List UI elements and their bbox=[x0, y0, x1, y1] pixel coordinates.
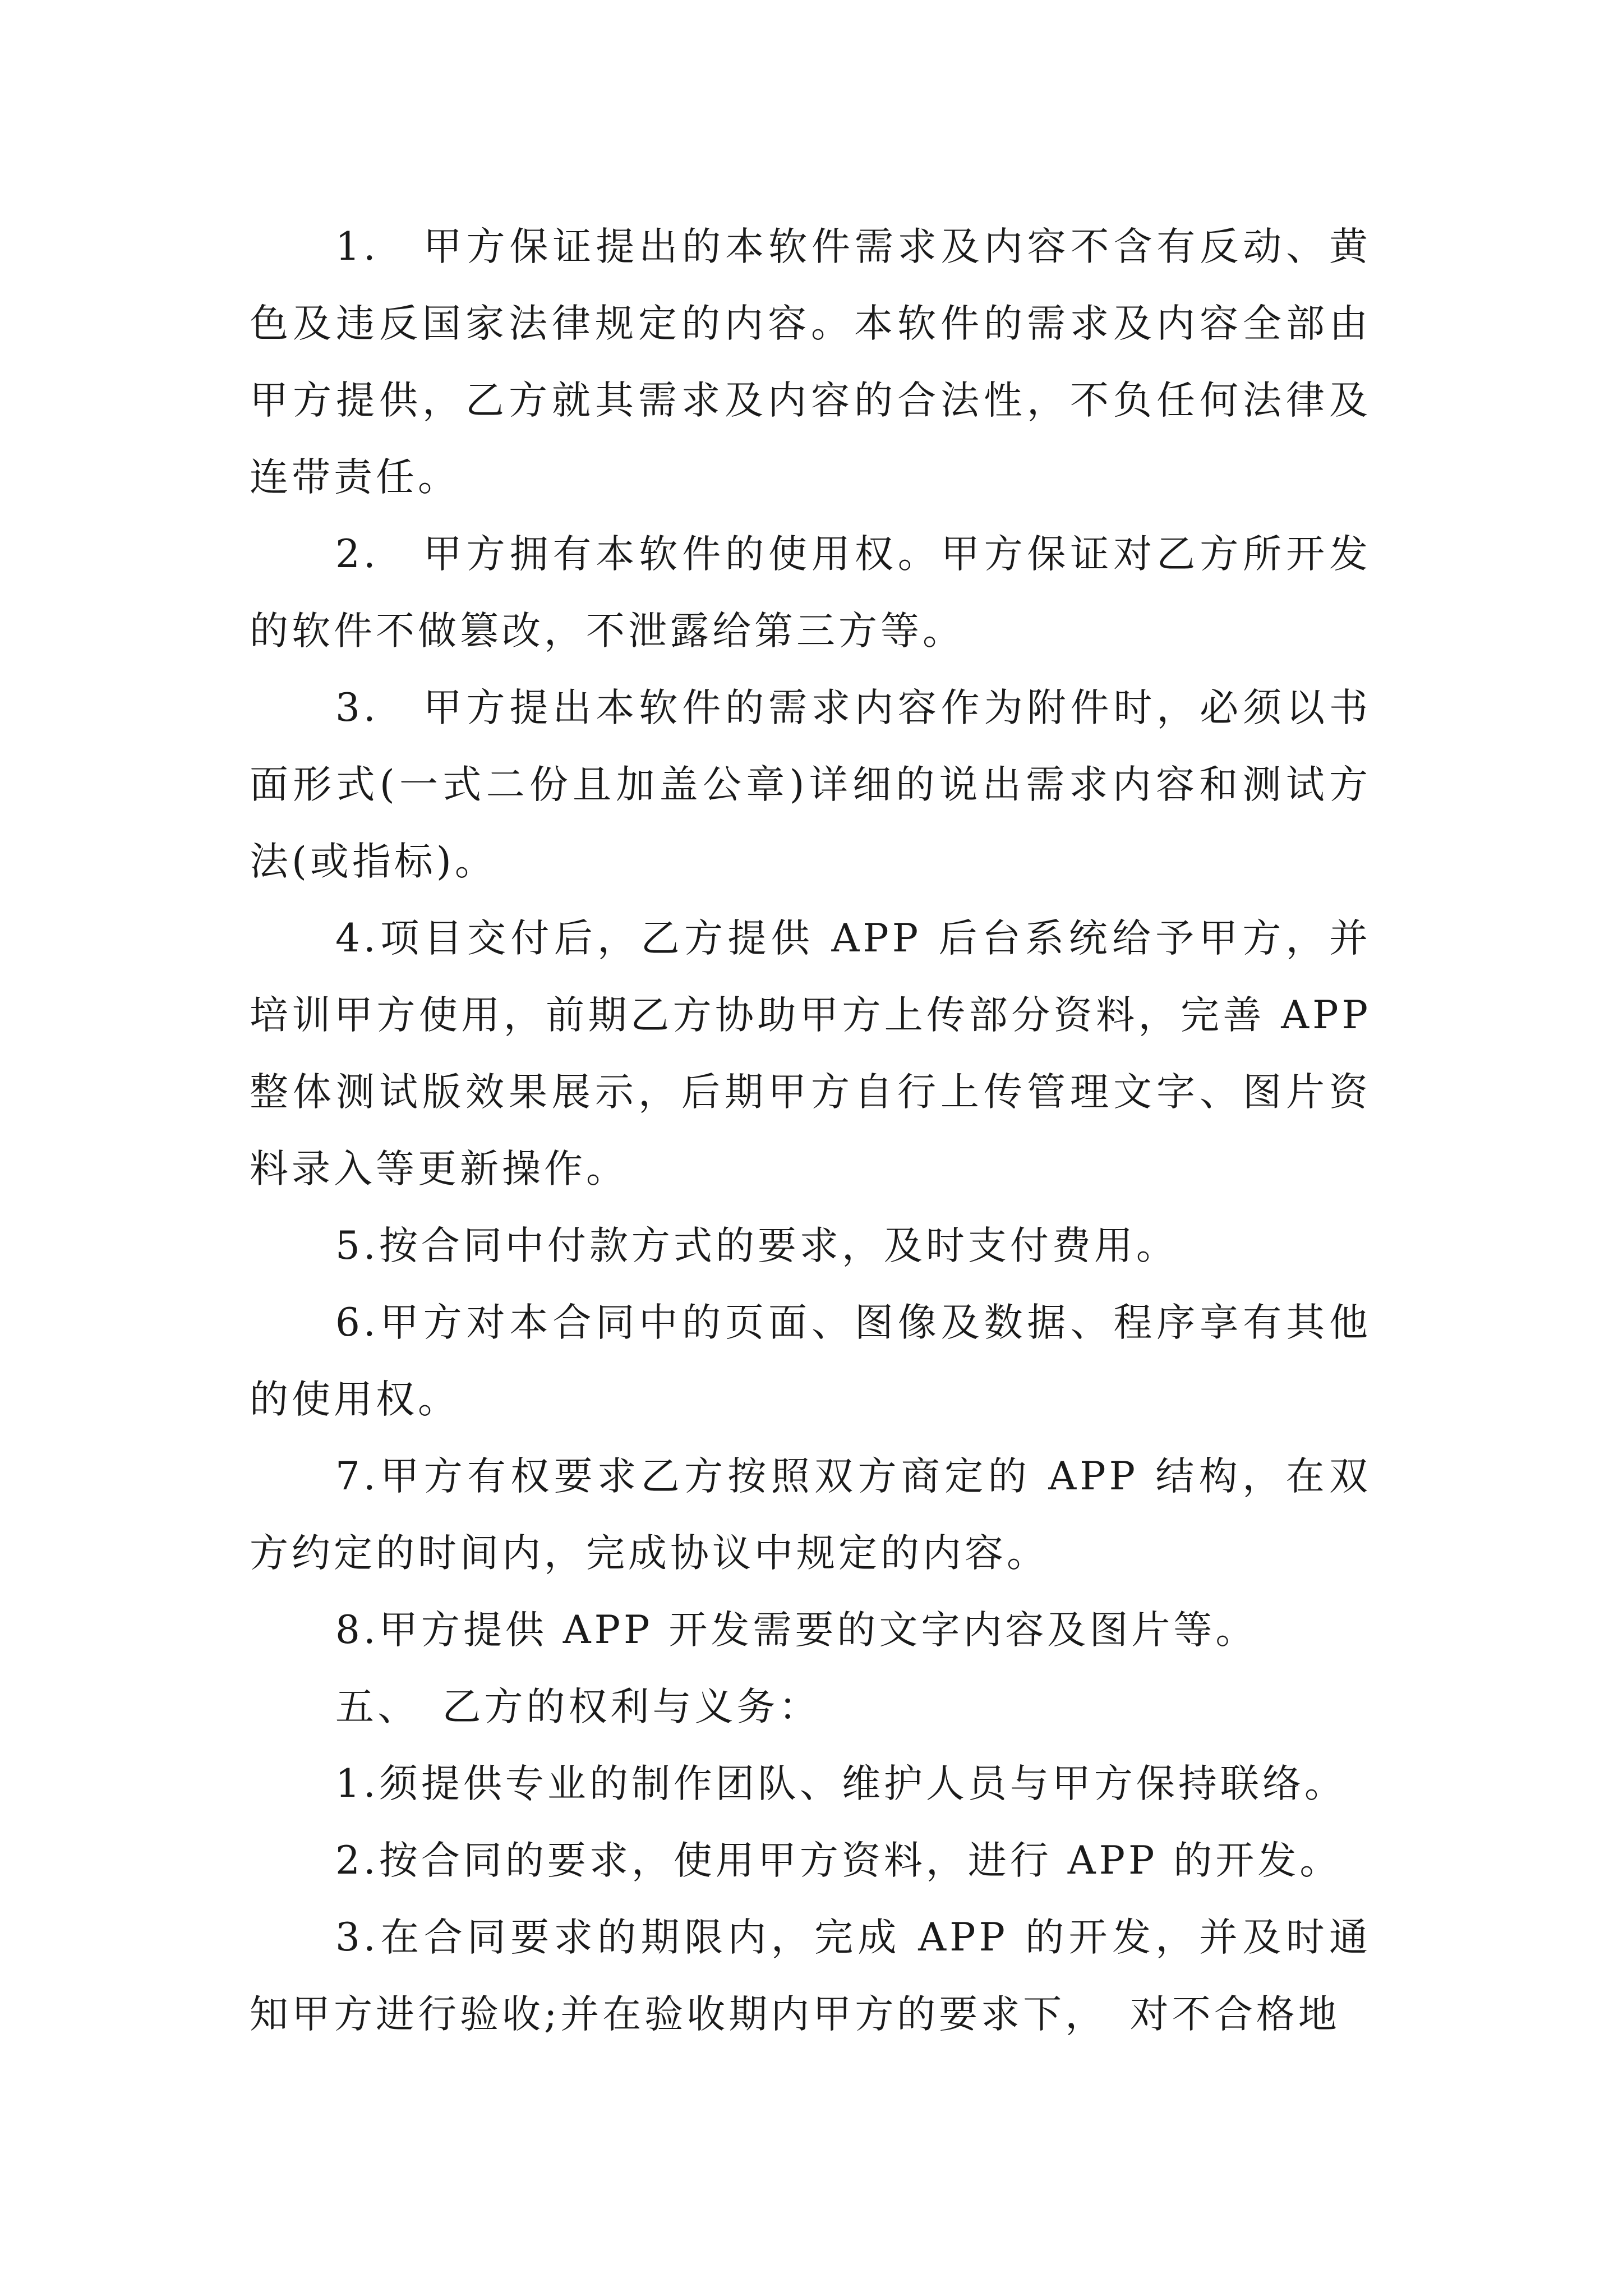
duty-3: 3.在合同要求的期限内，完成 APP 的开发，并及时通知甲方进行验收;并在验收期内甲方的要求下， 对不合格地 bbox=[250, 1915, 1371, 2037]
duty-1: 1.须提供专业的制作团队、维护人员与甲方保持联络。 bbox=[335, 1761, 1347, 1806]
duty-2: 2.按合同的要求，使用甲方资料，进行 APP 的开发。 bbox=[335, 1838, 1342, 1883]
clause-6: 6.甲方对本合同中的页面、图像及数据、程序享有其他的使用权。 bbox=[250, 1300, 1371, 1422]
clause-2: 2. 甲方拥有本软件的使用权。甲方保证对乙方所开发的软件不做篡改，不泄露给第三方等。 bbox=[250, 532, 1371, 654]
section-heading: 五、 乙方的权利与义务： bbox=[335, 1685, 821, 1729]
clause-4: 4.项目交付后，乙方提供 APP 后台系统给予甲方，并培训甲方使用，前期乙方协助甲方上传部分资料，完善 APP 整体测试版效果展示，后期甲方自行上传管理文字、图片资料录入等更新操作。 bbox=[250, 916, 1371, 1191]
clause-3: 3. 甲方提出本软件的需求内容作为附件时，必须以书面形式(一式二份且加盖公章)详细的说出需求内容和测试方法(或指标)。 bbox=[250, 685, 1371, 884]
document-body bbox=[250, 209, 1371, 2053]
clause-1: 1. 甲方保证提出的本软件需求及内容不含有反动、黄色及违反国家法律规定的内容。本软件的需求及内容全部由甲方提供，乙方就其需求及内容的合法性，不负任何法律及连带责任。 bbox=[250, 224, 1371, 500]
clause-8: 8.甲方提供 APP 开发需要的文字内容及图片等。 bbox=[335, 1608, 1258, 1653]
clause-7: 7.甲方有权要求乙方按照双方商定的 APP 结构，在双方约定的时间内，完成协议中规定的内容。 bbox=[250, 1454, 1371, 1576]
clause-5: 5.按合同中付款方式的要求，及时支付费用。 bbox=[335, 1223, 1178, 1268]
